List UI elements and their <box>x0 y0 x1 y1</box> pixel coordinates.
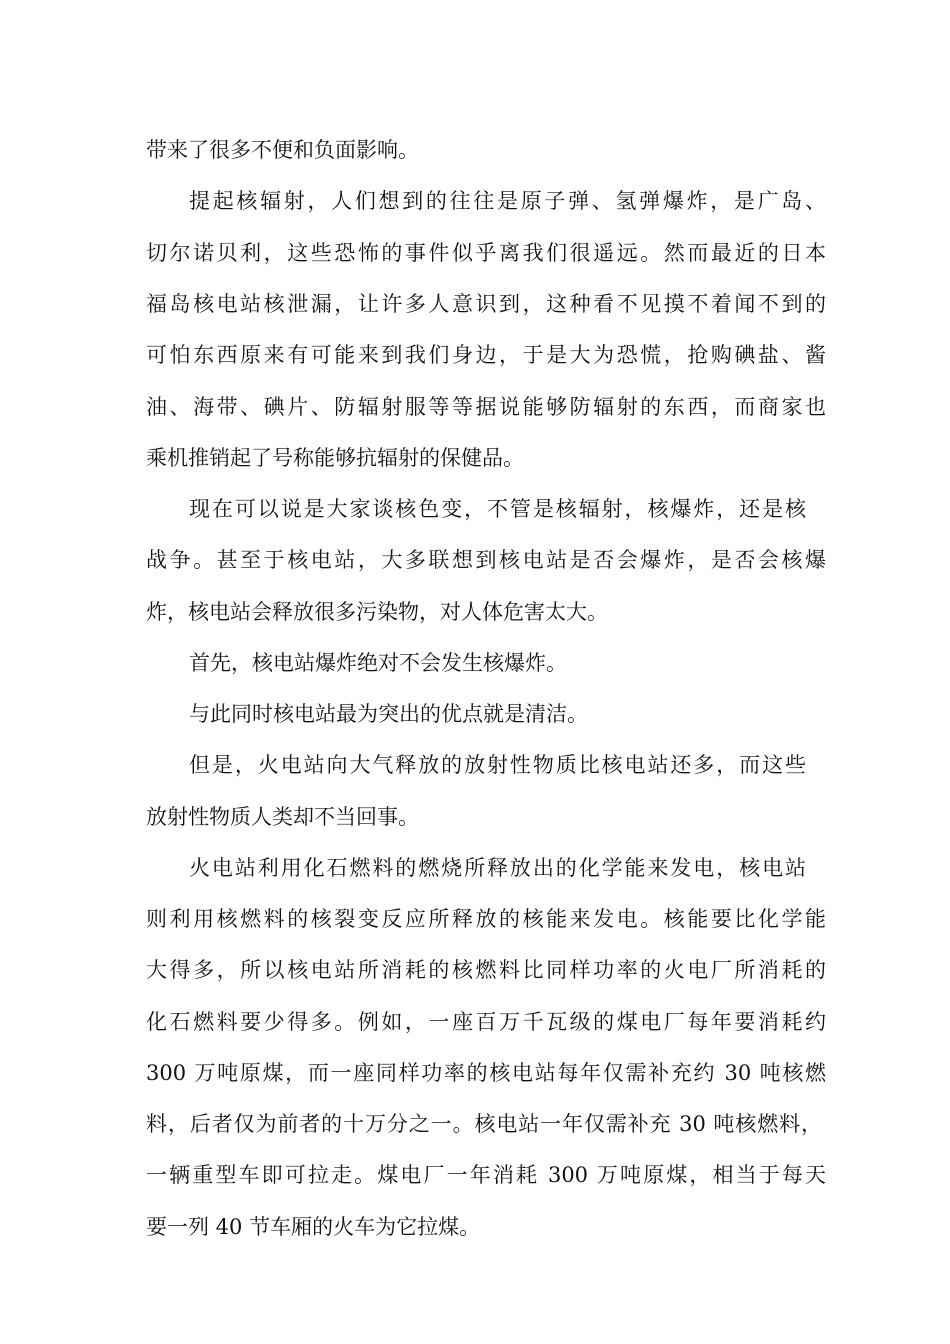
text-line: 战争。甚至于核电站，大多联想到核电站是否会爆炸，是否会核爆 <box>146 548 826 572</box>
text-line: 化石燃料要少得多。例如，一座百万千瓦级的煤电厂每年要消耗约 <box>146 1010 826 1034</box>
text-line: 油、海带、碘片、防辐射服等等据说能够防辐射的东西，而商家也 <box>146 395 826 419</box>
text-line: 带来了很多不便和负面影响。 <box>146 138 419 162</box>
text-line: 乘机推销起了号称能够抗辐射的保健品。 <box>146 446 524 470</box>
text-line: 炸，核电站会释放很多污染物，对人体危害太大。 <box>146 600 608 624</box>
paragraph-first-line: 提起核辐射，人们想到的往往是原子弹、氢弹爆炸，是广岛、 <box>189 189 826 213</box>
paragraph-first-line: 与此同时核电站最为突出的优点就是清洁。 <box>189 702 588 726</box>
paragraph-first-line: 现在可以说是大家谈核色变，不管是核辐射，核爆炸，还是核 <box>189 497 806 521</box>
text-line: 可怕东西原来有可能来到我们身边，于是大为恐慌，抢购碘盐、酱 <box>146 343 826 367</box>
text-line: 福岛核电站核泄漏，让许多人意识到，这种看不见摸不着闻不到的 <box>146 292 826 316</box>
paragraph-first-line: 首先，核电站爆炸绝对不会发生核爆炸。 <box>189 651 567 675</box>
text-line: 料，后者仅为前者的十万分之一。核电站一年仅需补充 30 吨核燃料， <box>146 1112 822 1136</box>
text-line: 大得多，所以核电站所消耗的核燃料比同样功率的火电厂所消耗的 <box>146 958 826 982</box>
text-line: 300 万吨原煤，而一座同样功率的核电站每年仅需补充约 30 吨核燃 <box>146 1061 826 1085</box>
text-line: 放射性物质人类却不当回事。 <box>146 805 419 829</box>
text-line: 要一列 40 节车厢的火车为它拉煤。 <box>146 1215 481 1239</box>
text-line: 切尔诺贝利，这些恐怖的事件似乎离我们很遥远。然而最近的日本 <box>146 241 826 265</box>
paragraph-first-line: 火电站利用化石燃料的燃烧所释放出的化学能来发电，核电站 <box>189 856 806 880</box>
text-line: 则利用核燃料的核裂变反应所释放的核能来发电。核能要比化学能 <box>146 907 826 931</box>
text-line: 一辆重型车即可拉走。煤电厂一年消耗 300 万吨原煤，相当于每天 <box>146 1163 826 1187</box>
paragraph-first-line: 但是，火电站向大气释放的放射性物质比核电站还多，而这些 <box>189 753 806 777</box>
